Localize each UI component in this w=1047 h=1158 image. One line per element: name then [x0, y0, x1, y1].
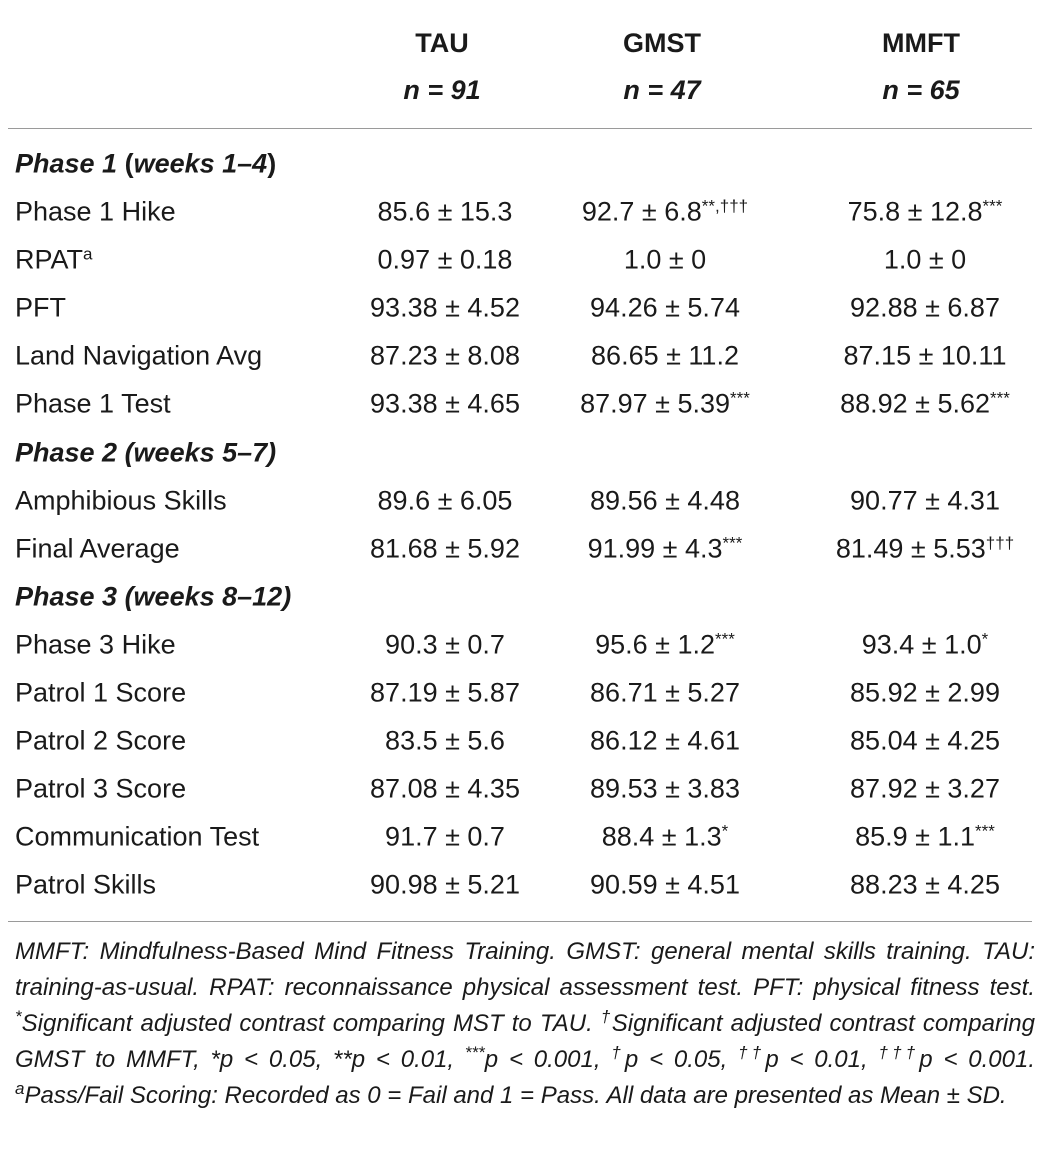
cell-tau [325, 293, 565, 324]
cell-significance: *** [975, 821, 995, 841]
cell-value: 86.12 ± 4.61 [590, 725, 740, 756]
cell-gmst [545, 534, 785, 565]
cell-significance: *** [722, 533, 743, 553]
table-row [0, 669, 1047, 717]
phase-heading-2 [0, 429, 1047, 477]
cell-value: 90.59 ± 4.51 [590, 869, 740, 900]
row-label: Patrol Skills [15, 869, 157, 900]
cell-value: 93.38 ± 4.65 [370, 388, 520, 419]
cell-value: 87.19 ± 5.87 [370, 677, 520, 708]
footnote-text: Significant adjusted contrast comparing GMST to MMFT, *p < 0.05, **p < 0.01, [15, 1010, 1035, 1073]
row-label: Communication Test [15, 821, 260, 852]
footnote-text: p < 0.01, [765, 1046, 879, 1073]
cell-mmft [805, 341, 1045, 372]
cell-value: 90.77 ± 4.31 [850, 485, 1000, 516]
cell-gmst [545, 822, 785, 853]
cell-tau [325, 534, 565, 565]
cell-value: 83.5 ± 5.6 [385, 725, 505, 756]
cell-mmft [805, 630, 1045, 661]
cell-significance: *** [990, 388, 1010, 408]
footnote-marker: a [83, 244, 93, 264]
cell-value: 86.71 ± 5.27 [590, 677, 740, 708]
cell-tau [325, 870, 565, 901]
cell-gmst [545, 774, 785, 805]
table-row [0, 717, 1047, 765]
cell-mmft [805, 534, 1045, 565]
cell-value: 89.56 ± 4.48 [590, 485, 740, 516]
cell-value: 92.7 ± 6.8 [581, 196, 702, 227]
cell-mmft [805, 822, 1045, 853]
cell-value: 85.9 ± 1.1 [855, 821, 976, 852]
cell-value: 95.6 ± 1.2 [595, 629, 716, 660]
table-row [0, 765, 1047, 813]
cell-mmft [805, 293, 1045, 324]
cell-tau [325, 245, 565, 276]
row-label: Phase 1 Hike [15, 196, 176, 227]
cell-tau [325, 822, 565, 853]
table-row [0, 284, 1047, 332]
cell-mmft [805, 389, 1045, 420]
table-footnote [15, 934, 1035, 1114]
cell-significance: * [721, 821, 729, 841]
row-label: Final Average [15, 533, 180, 564]
cell-mmft [805, 486, 1045, 517]
cell-value: 87.23 ± 8.08 [370, 340, 520, 371]
phase-title [15, 149, 276, 180]
cell-gmst [545, 678, 785, 709]
column-header-gmst: GMST [623, 28, 701, 58]
footnote-text: p < 0.001, [484, 1046, 612, 1073]
row-label: Phase 3 Hike [15, 629, 176, 660]
footnote-marker: ††† [878, 1043, 920, 1062]
phase-title-weeks: weeks 1–4 [133, 148, 268, 179]
cell-mmft [805, 870, 1045, 901]
cell-value: 91.7 ± 0.7 [385, 821, 505, 852]
cell-value: 85.92 ± 2.99 [850, 677, 1000, 708]
cell-mmft [805, 197, 1045, 228]
cell-value: 75.8 ± 12.8 [847, 196, 983, 227]
cell-tau [325, 630, 565, 661]
cell-significance: *** [730, 388, 750, 408]
footnote-marker: *** [464, 1043, 485, 1062]
cell-tau [325, 486, 565, 517]
cell-mmft [805, 245, 1045, 276]
table-row [0, 188, 1047, 236]
cell-tau [325, 341, 565, 372]
cell-value: 88.4 ± 1.3 [601, 821, 722, 852]
column-n-tau: n = 91 [403, 75, 481, 105]
cell-value: 93.38 ± 4.52 [370, 292, 520, 323]
cell-gmst [545, 726, 785, 757]
footnote-text: p < 0.001. [919, 1046, 1036, 1073]
cell-mmft [805, 678, 1045, 709]
column-header-mmft: MMFT [882, 28, 960, 58]
row-label: Phase 1 Test [15, 388, 171, 419]
cell-value: 87.97 ± 5.39 [580, 388, 731, 419]
footnote-text: p < 0.05, [624, 1046, 739, 1073]
cell-tau [325, 678, 565, 709]
column-header-tau: TAU [415, 28, 469, 58]
phase-title: Phase 3 (weeks 8–12) [15, 581, 292, 612]
table-row [0, 332, 1047, 380]
cell-value: 86.65 ± 11.2 [591, 340, 739, 371]
header-divider [8, 128, 1032, 129]
table-row [0, 861, 1047, 909]
cell-mmft [805, 774, 1045, 805]
cell-tau [325, 774, 565, 805]
cell-value: 87.08 ± 4.35 [370, 773, 520, 804]
cell-value: 87.15 ± 10.11 [843, 340, 1007, 371]
cell-value: 85.6 ± 15.3 [377, 196, 513, 227]
cell-mmft [805, 726, 1045, 757]
phase-title: Phase 2 (weeks 5–7) [15, 437, 277, 468]
cell-value: 93.4 ± 1.0 [861, 629, 982, 660]
table-row [0, 380, 1047, 428]
cell-gmst [545, 197, 785, 228]
phase-title-main: Phase 1 [15, 148, 118, 179]
footnote-marker: a [15, 1079, 25, 1098]
cell-value: 87.92 ± 3.27 [850, 773, 1000, 804]
row-label: PFT [15, 292, 66, 323]
row-label: Patrol 2 Score [15, 725, 187, 756]
phase-title-paren-open: ( [117, 148, 134, 179]
table-row [0, 621, 1047, 669]
cell-value: 90.98 ± 5.21 [370, 869, 520, 900]
table-row [0, 477, 1047, 525]
footnote-text: Significant adjusted contrast comparing MST to TAU. [21, 1010, 601, 1037]
cell-tau [325, 389, 565, 420]
cell-gmst [545, 486, 785, 517]
phase-title-paren-close: ) [267, 148, 277, 179]
cell-tau [325, 726, 565, 757]
cell-value: 94.26 ± 5.74 [590, 292, 740, 323]
cell-value: 92.88 ± 6.87 [850, 292, 1000, 323]
cell-significance: ††† [985, 533, 1015, 553]
footnote-marker: * [15, 1007, 22, 1026]
cell-value: 81.68 ± 5.92 [370, 533, 520, 564]
cell-value: 85.04 ± 4.25 [850, 725, 1000, 756]
phase-heading-3 [0, 573, 1047, 621]
table-header [0, 0, 1047, 128]
phase-heading-1 [0, 140, 1047, 188]
cell-significance: **,††† [701, 196, 749, 216]
row-label: Patrol 3 Score [15, 773, 187, 804]
cell-gmst [545, 341, 785, 372]
cell-tau [325, 197, 565, 228]
row-label: Land Navigation Avg [15, 340, 263, 371]
footnote-marker: † [611, 1043, 625, 1062]
row-label: Patrol 1 Score [15, 677, 187, 708]
cell-value: 90.3 ± 0.7 [385, 629, 505, 660]
column-n-mmft: n = 65 [882, 75, 960, 105]
column-n-gmst: n = 47 [623, 75, 701, 105]
cell-value: 88.92 ± 5.62 [840, 388, 991, 419]
cell-value: 1.0 ± 0 [883, 244, 967, 275]
table-row [0, 236, 1047, 284]
footnote-text: Pass/Fail Scoring: Recorded as 0 = Fail and 1 = Pass. All data are presented as Mean ± SD. [24, 1082, 1007, 1109]
cell-value: 89.53 ± 3.83 [590, 773, 740, 804]
cell-significance: *** [982, 196, 1003, 216]
table-row [0, 813, 1047, 861]
footnote-marker: †† [738, 1043, 766, 1062]
row-label: Amphibious Skills [15, 485, 227, 516]
cell-value: 0.97 ± 0.18 [377, 244, 513, 275]
cell-gmst [545, 389, 785, 420]
footnote-marker: † [600, 1007, 612, 1026]
cell-gmst [545, 630, 785, 661]
cell-gmst [545, 245, 785, 276]
row-label [15, 245, 92, 276]
cell-value: 91.99 ± 4.3 [587, 533, 723, 564]
cell-significance: *** [715, 629, 735, 649]
row-label-text: RPAT [15, 244, 84, 275]
cell-value: 89.6 ± 6.05 [377, 485, 513, 516]
cell-value: 1.0 ± 0 [623, 244, 707, 275]
cell-significance: * [981, 629, 989, 649]
cell-gmst [545, 870, 785, 901]
cell-value: 81.49 ± 5.53 [835, 533, 986, 564]
table-row [0, 525, 1047, 573]
footer-divider [8, 921, 1032, 922]
cell-value: 88.23 ± 4.25 [850, 869, 1000, 900]
footnote-text: MMFT: Mindfulness-Based Mind Fitness Training. GMST: general mental skills training. TAU: training-as-usual. RPAT: reconnaissance physical assessment test. PFT: physical fitness test. [15, 938, 1035, 1001]
cell-gmst [545, 293, 785, 324]
